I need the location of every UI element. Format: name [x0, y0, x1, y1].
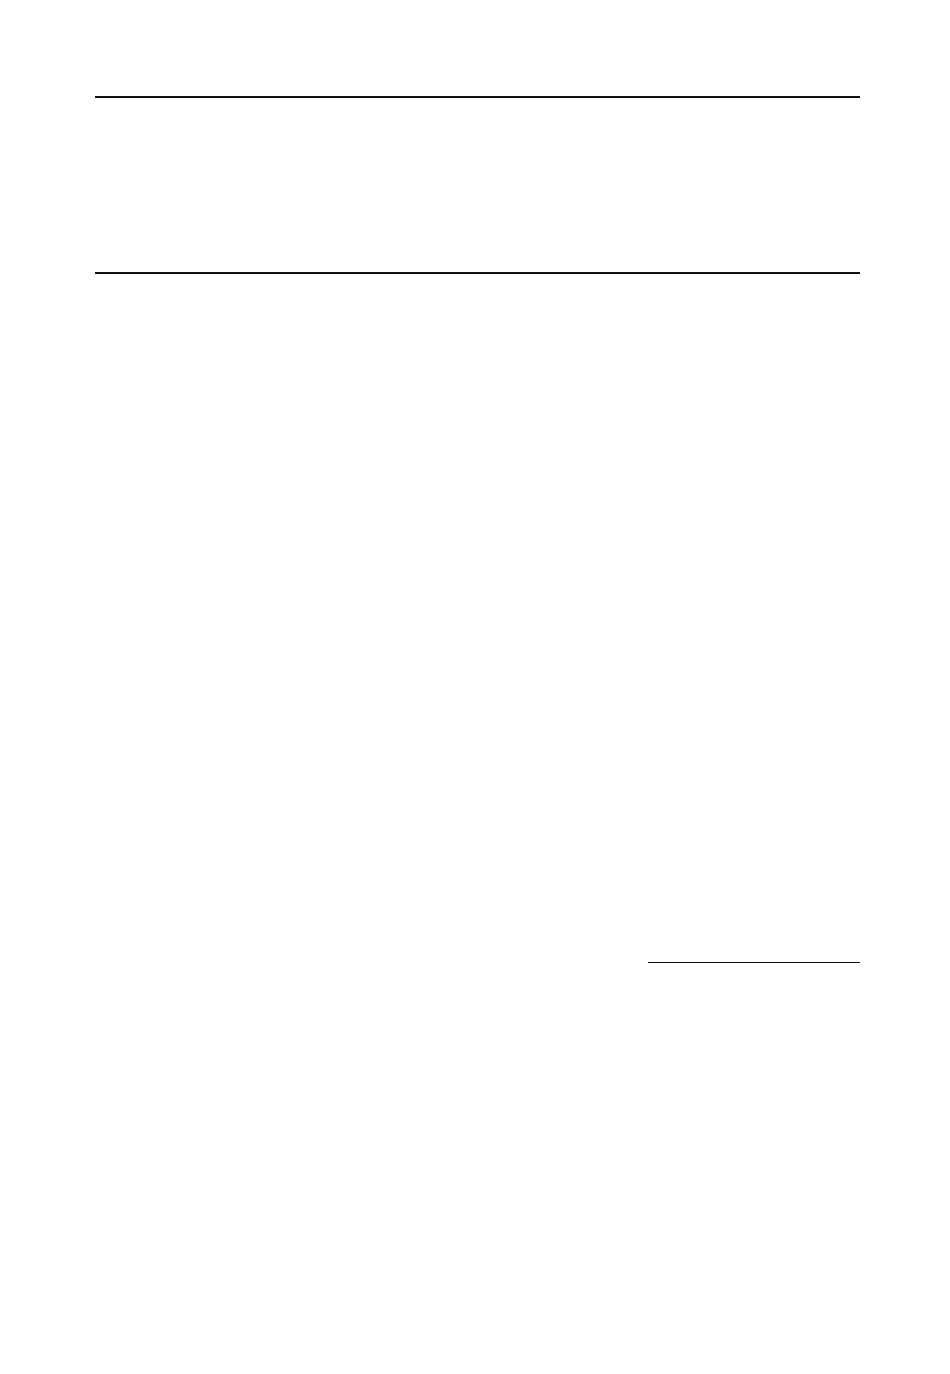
- running-header: [95, 52, 860, 98]
- section-separator: [95, 272, 860, 274]
- footnote-separator: [648, 962, 860, 963]
